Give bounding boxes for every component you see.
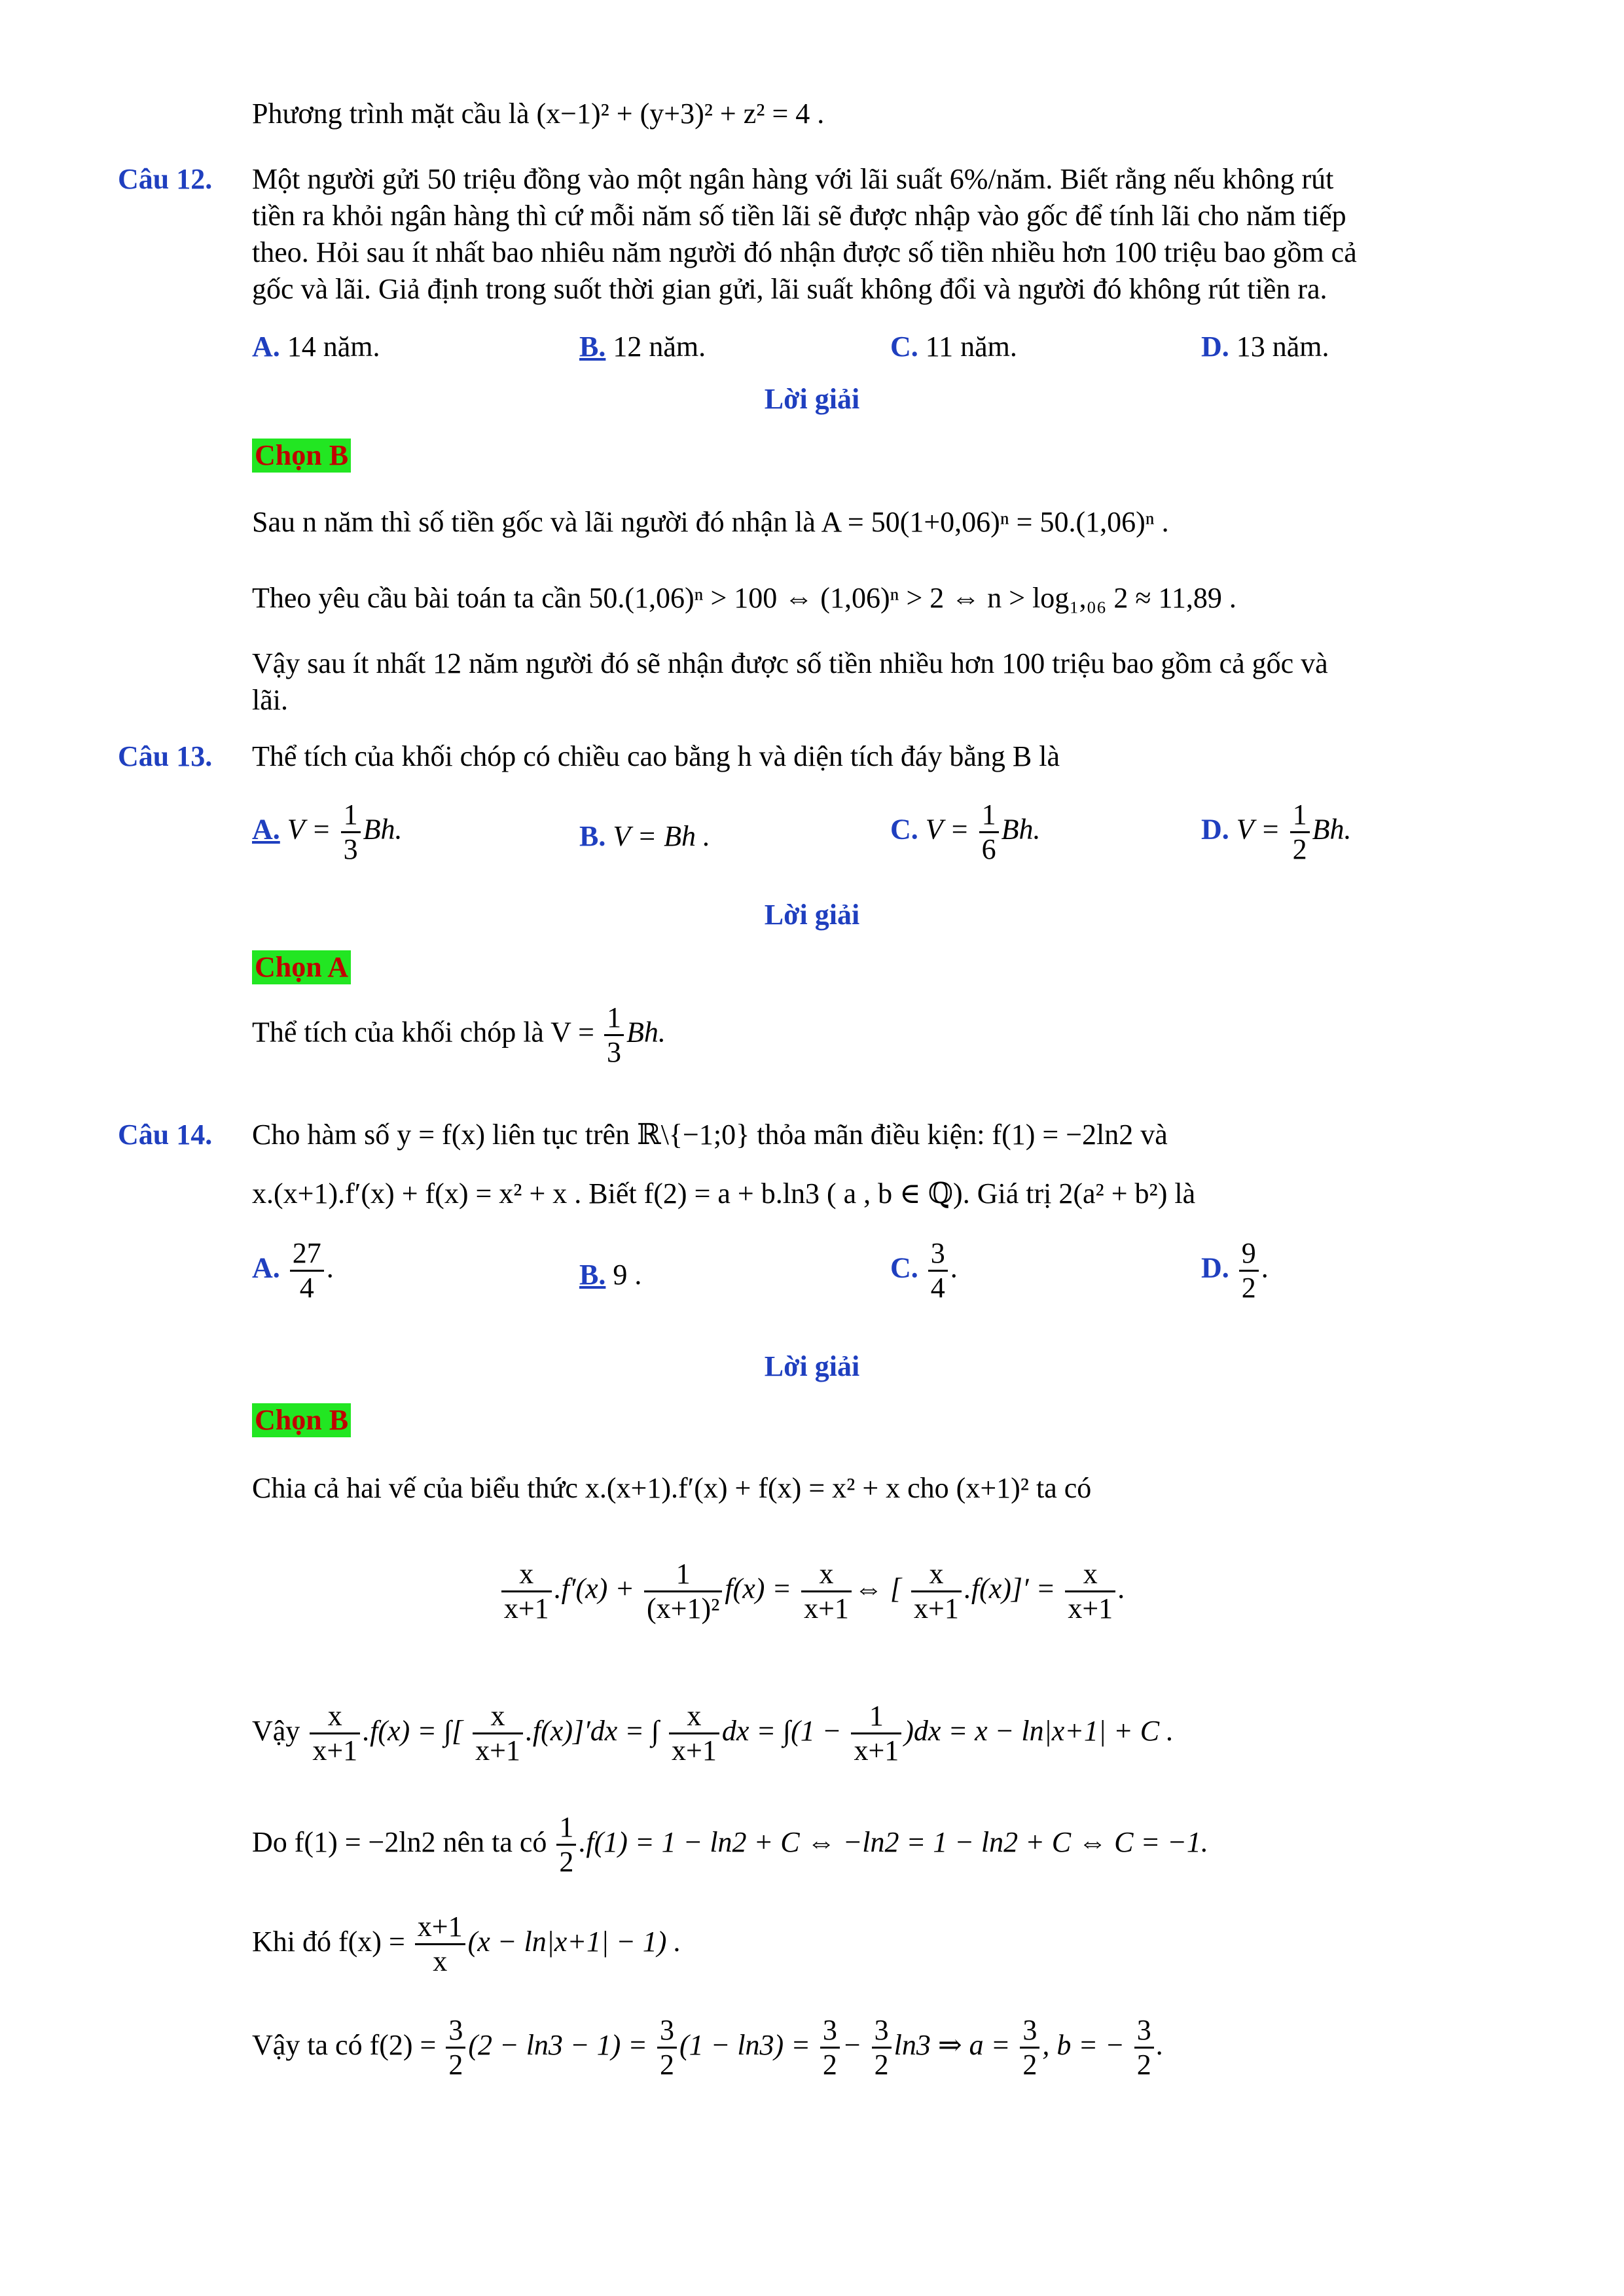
question-12-label: Câu 12. [118, 163, 213, 195]
option-text: 12 năm. [613, 331, 706, 363]
q14-text-line-2: x.(x+1).f′(x) + f(x) = x² + x . Biết f(2) = a + b.ln3 ( a , b ∈ ℚ). Giá trị 2(a² + b²) là [252, 1177, 1196, 1210]
q12-option-b [579, 329, 706, 365]
q12-solution-line-2: Theo yêu cầu bài toán ta cần 50.(1,06)ⁿ > 100 ⇔ (1,06)ⁿ > 2 ⇔ n > log₁,₀₆ 2 ≈ 11,89 . [252, 582, 1236, 614]
q14-solution-line-5: Vậy ta có f(2) = $\frac{3}{2}$ (2 − ln3 − 1) = $\frac{3}{2}$ (1 − ln3) = $\frac{3}{2}$ − $\frac{3}{2}$ ln3 ⇒ a = $\frac{3}{2}$ , b = − $\frac{3}{2}$ . [252, 2014, 1164, 2081]
q12-option-d [1201, 329, 1329, 365]
question-14-label: Câu 14. [118, 1119, 213, 1151]
option-text: 11 năm. [925, 331, 1017, 363]
option-label: C. [890, 813, 918, 846]
option-text: 9 . [613, 1259, 642, 1291]
q13-answer-badge: Chọn A [252, 950, 351, 984]
option-label: B. [579, 331, 606, 363]
q12-text-line-2: tiền ra khỏi ngân hàng thì cứ mỗi năm số tiền lãi sẽ được nhập vào gốc để tính lãi cho năm tiếp [252, 200, 1346, 232]
sphere-equation-line: Phương trình mặt cầu là (x−1)² + (y+3)² + z² = 4 . [252, 98, 825, 130]
q12-text-line-1: Một người gửi 50 triệu đồng vào một ngân hàng với lãi suất 6%/năm. Biết rằng nếu không rút [252, 163, 1334, 195]
q12-solution-line-3b: lãi. [252, 684, 288, 716]
q13-option-d: D. V = $\frac{1}{2}$ Bh. [1201, 798, 1352, 865]
q13-option-c: C. V = $\frac{1}{6}$ Bh. [890, 798, 1041, 865]
q14-solution-line-3: Do f(1) = −2ln2 nên ta có $\frac{1}{2}$ .f(1) = 1 − ln2 + C ⇔ −ln2 = 1 − ln2 + C ⇔ C = −1. [252, 1811, 1208, 1878]
fraction: $\frac{1}{3}$ [604, 1001, 624, 1069]
q13-solution-title: Lời giải [764, 899, 860, 931]
option-label: D. [1201, 331, 1229, 363]
fraction: $\frac{27}{4}$ [290, 1237, 324, 1304]
q12-solution-line-3a: Vậy sau ít nhất 12 năm người đó sẽ nhận được số tiền nhiều hơn 100 triệu bao gồm cả gốc và [252, 647, 1328, 679]
option-label: C. [890, 331, 918, 363]
q12-solution-line-1: Sau n năm thì số tiền gốc và lãi người đó nhận là A = 50(1+0,06)ⁿ = 50.(1,06)ⁿ . [252, 506, 1169, 538]
q12-solution-title: Lời giải [764, 383, 860, 415]
q13-option-b [579, 818, 710, 855]
option-pre: V = [287, 813, 338, 846]
q14-solution-line-1: Chia cả hai vế của biểu thức x.(x+1).f′(x) + f(x) = x² + x cho (x+1)² ta có [252, 1472, 1092, 1504]
fraction: $\frac{3}{4}$ [928, 1237, 948, 1304]
q14-option-a: A. $\frac{27}{4}$ . [252, 1237, 334, 1304]
q14-text-line-1: Cho hàm số y = f(x) liên tục trên ℝ\{−1;0} thỏa mãn điều kiện: f(1) = −2ln2 và [252, 1119, 1168, 1151]
q14-solution-line-4: Khi đó f(x) = $\frac{x+1}{x}$ (x − ln|x+1| − 1) . [252, 1910, 681, 1978]
option-label: A. [252, 331, 280, 363]
option-label: B. [579, 1259, 606, 1291]
q14-equation-1: $\frac{x}{x+1}$ .f′(x) + $\frac{1}{\text{(x+1)²}}$ f(x) = $\frac{x}{x+1}$ ⇔ [ $\frac{x}{x+1}$ .f(x)]′ = $\frac{x}{x+1}$ . [0, 1558, 1624, 1625]
q12-text-line-4: gốc và lãi. Giả định trong suốt thời gian gửi, lãi suất không đổi và người đó không rút tiền ra. [252, 273, 1327, 305]
option-text: 14 năm. [287, 331, 380, 363]
option-text: 13 năm. [1236, 331, 1329, 363]
option-label: C. [890, 1251, 918, 1284]
option-label: D. [1201, 813, 1229, 846]
fraction: $\frac{1}{3}$ [341, 798, 361, 866]
q14-solution-title: Lời giải [764, 1350, 860, 1382]
option-label: A. [252, 1251, 280, 1284]
option-text: V = Bh . [613, 820, 711, 852]
option-label: A. [252, 813, 280, 846]
q12-option-c [890, 329, 1017, 365]
q12-option-a [252, 329, 380, 365]
q12-text-line-3: theo. Hỏi sau ít nhất bao nhiêu năm người đó nhận được số tiền nhiều hơn 100 triệu bao gồm cả [252, 236, 1357, 268]
q13-solution-line-1: Thể tích của khối chóp là V = $\frac{1}{3}$ Bh. [252, 1001, 666, 1068]
q14-option-d: D. $\frac{9}{2}$ . [1201, 1237, 1269, 1304]
q12-answer-badge: Chọn B [252, 439, 351, 473]
q13-option-a: A. V = $\frac{1}{3}$ Bh. [252, 798, 403, 865]
q14-option-b [579, 1257, 641, 1293]
q14-option-c: C. $\frac{3}{4}$ . [890, 1237, 958, 1304]
q14-answer-badge: Chọn B [252, 1403, 351, 1437]
q14-solution-line-2: Vậy $\frac{x}{x+1}$ .f(x) = ∫[ $\frac{x}{x+1}$ .f(x)]′dx = ∫ $\frac{x}{x+1}$ dx = ∫(1 − $\frac{1}{x+1}$ )dx = x − ln|x+1| + C . [252, 1700, 1174, 1767]
fraction: $\frac{1}{6}$ [979, 798, 999, 866]
option-label: D. [1201, 1251, 1229, 1284]
fraction: $\frac{9}{2}$ [1239, 1237, 1259, 1304]
question-13-label: Câu 13. [118, 740, 213, 772]
option-label: B. [579, 820, 606, 852]
fraction: $\frac{1}{2}$ [1290, 798, 1310, 866]
q13-text-line-1: Thể tích của khối chóp có chiều cao bằng h và diện tích đáy bằng B là [252, 740, 1060, 772]
